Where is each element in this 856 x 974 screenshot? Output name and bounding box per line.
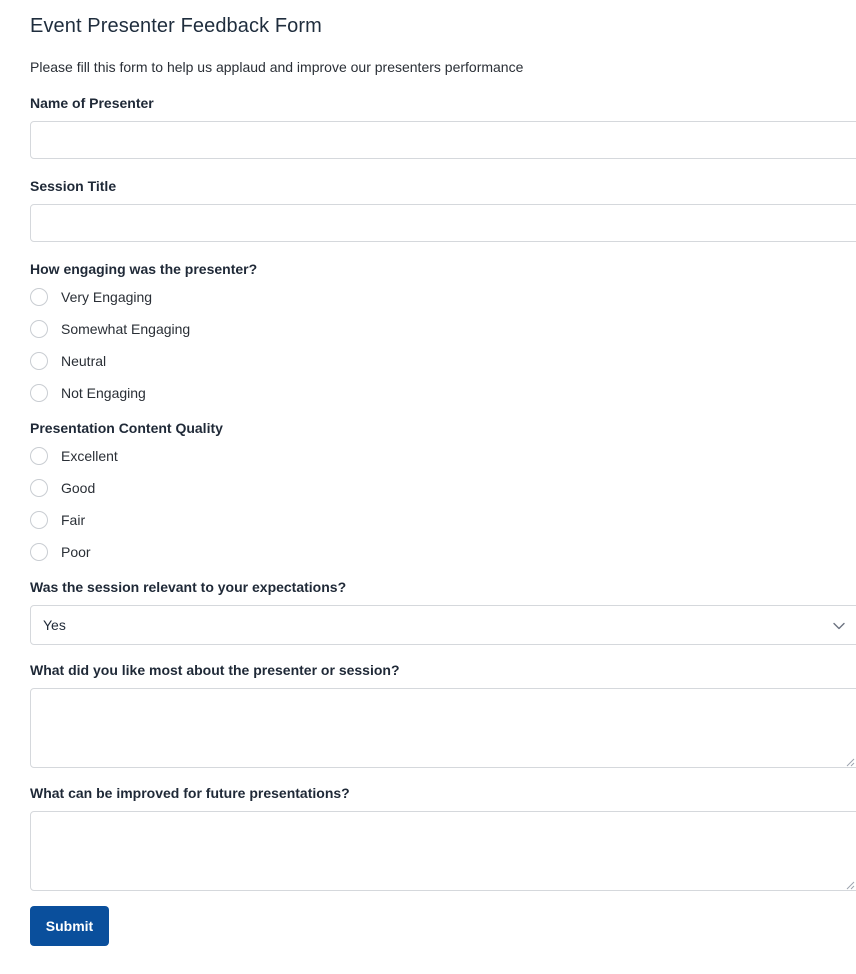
- radio-somewhat-engaging[interactable]: [30, 318, 190, 340]
- radio-label: Somewhat Engaging: [61, 321, 191, 337]
- radio-neutral[interactable]: [30, 350, 106, 372]
- radio-label: Good: [61, 480, 96, 496]
- radio-circle[interactable]: [30, 288, 48, 306]
- improvements-textarea[interactable]: [30, 811, 856, 891]
- radio-circle[interactable]: [30, 479, 48, 497]
- radio-circle[interactable]: [30, 543, 48, 561]
- liked-most-textarea[interactable]: [30, 688, 856, 768]
- radio-good[interactable]: [30, 477, 95, 499]
- radio-fair[interactable]: [30, 509, 85, 531]
- radio-circle[interactable]: [30, 352, 48, 370]
- radio-circle[interactable]: [30, 447, 48, 465]
- radio-label: Very Engaging: [61, 289, 153, 305]
- radio-label: Neutral: [61, 353, 107, 369]
- presenter-name-input[interactable]: [30, 121, 856, 159]
- engagement-label: How engaging was the presenter?: [30, 261, 258, 277]
- radio-label: Fair: [61, 512, 86, 528]
- radio-not-engaging[interactable]: [30, 382, 146, 404]
- form-subtitle: Please fill this form to help us applaud and improve our presenters performance: [30, 59, 524, 75]
- radio-label: Poor: [61, 544, 91, 560]
- radio-very-engaging[interactable]: [30, 286, 152, 308]
- chevron-down-icon: [832, 619, 846, 633]
- content-quality-label: Presentation Content Quality: [30, 420, 223, 436]
- presenter-name-label: Name of Presenter: [30, 95, 154, 111]
- form-title: Event Presenter Feedback Form: [30, 15, 322, 37]
- radio-circle[interactable]: [30, 384, 48, 402]
- radio-label: Not Engaging: [61, 385, 146, 401]
- improvements-label: What can be improved for future presentations?: [30, 785, 350, 801]
- liked-most-label: What did you like most about the presenter or session?: [30, 662, 400, 678]
- relevance-select-value: Yes: [43, 617, 66, 633]
- radio-excellent[interactable]: [30, 445, 118, 467]
- session-title-input[interactable]: [30, 204, 856, 242]
- relevance-label: Was the session relevant to your expectations?: [30, 579, 347, 595]
- radio-circle[interactable]: [30, 511, 48, 529]
- radio-circle[interactable]: [30, 320, 48, 338]
- relevance-select[interactable]: [30, 605, 856, 645]
- session-title-label: Session Title: [30, 178, 117, 194]
- submit-button[interactable]: Submit: [30, 906, 109, 946]
- radio-label: Excellent: [61, 448, 118, 464]
- resize-grip-icon[interactable]: [843, 878, 855, 890]
- radio-poor[interactable]: [30, 541, 91, 563]
- resize-grip-icon[interactable]: [843, 755, 855, 767]
